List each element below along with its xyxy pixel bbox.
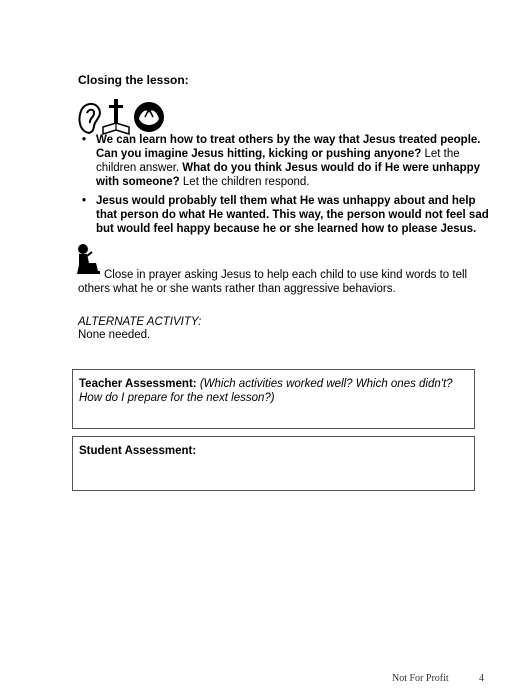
list-item: • We can learn how to treat others by the way that Jesus treated people. Can you imagine Jesus hitting, kicking or pushing anyone? Let the children answer. What do you think Jesus would do if He were unhappy with someone? Let the children respond.: [82, 134, 481, 188]
student-assessment-label: Student Assessment:: [79, 445, 197, 457]
ear-icon: [80, 104, 100, 133]
section-heading: Closing the lesson:: [78, 73, 189, 87]
student-assessment-box[interactable]: [72, 436, 475, 491]
bullet-icon: •: [82, 134, 87, 146]
teacher-assessment-prompt: (Which activities worked well? Which ones didn't? How do I prepare for the next lesson?): [79, 378, 453, 404]
page-number: 4: [479, 673, 484, 684]
prayer-instruction: Close in prayer asking Jesus to help each child to use kind words to tell others what he or she wants rather than aggressive behaviors.: [78, 269, 468, 295]
list-item: • Jesus would probably tell them what He was unhappy about and help that person do what He wanted. This way, the person would not feel sad but would feel happy because he or she learned how to please Jesus.: [82, 195, 489, 235]
alternate-activity-body: None needed.: [78, 329, 151, 341]
cross-bible-icon: [103, 99, 129, 134]
teacher-assessment-box[interactable]: [72, 369, 475, 429]
alternate-activity-title: ALTERNATE ACTIVITY:: [78, 316, 202, 328]
praying-hands-icon: [134, 102, 164, 132]
teacher-assessment-label: Teacher Assessment:: [79, 378, 197, 390]
footer-text: Not For Profit: [392, 673, 449, 684]
bullet-icon: •: [82, 195, 87, 207]
